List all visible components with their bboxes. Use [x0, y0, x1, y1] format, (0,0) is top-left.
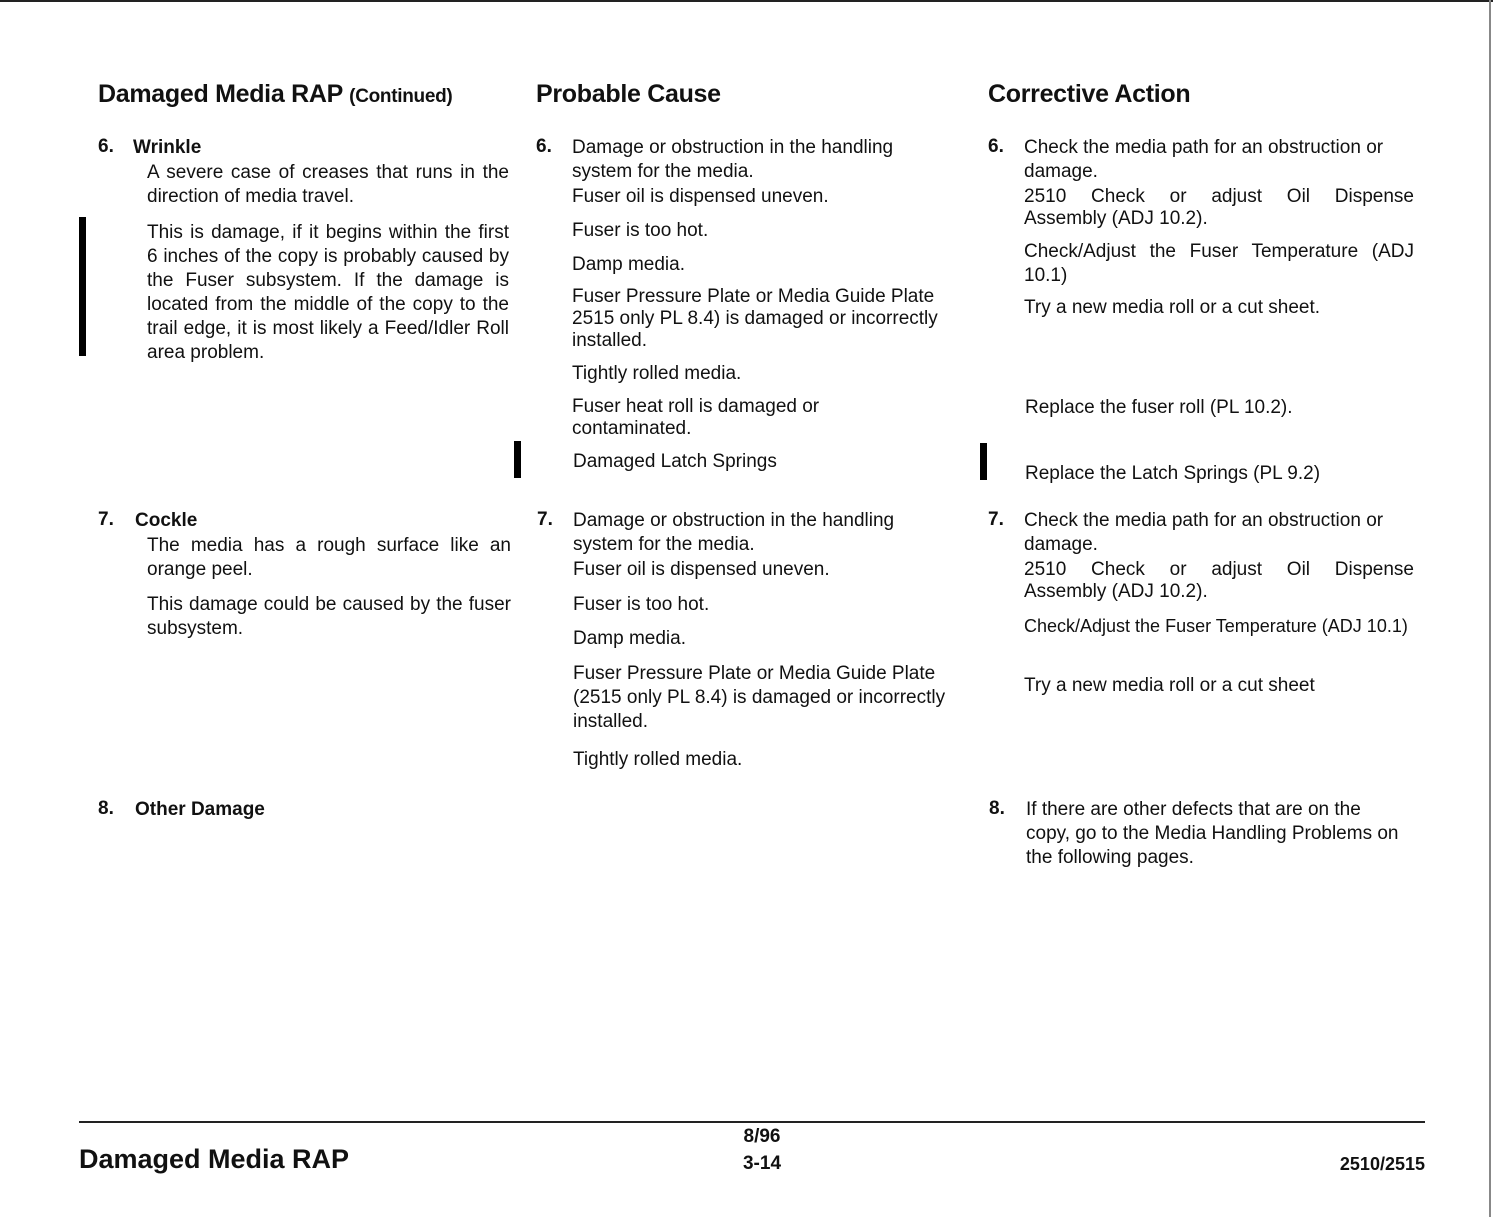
col3-header: Corrective Action [988, 80, 1191, 108]
row7-symptom-number: 7. [98, 509, 114, 530]
row6-symptom-note: This is damage, if it begins within the first 6 inches of the copy is probably caused by the Fuser subsystem. If the damage is located from the middle of the copy to the trail edge, it is most likely a Feed/Idler Roll area problem. [147, 222, 509, 363]
row7-action-1: Check the media path for an obstruction or damage. [1024, 510, 1384, 555]
row7-action-4: Check/Adjust the Fuser Temperature (ADJ 10.1) [1024, 616, 1408, 636]
footer-date: 8/96 [743, 1126, 781, 1147]
row6-cause-5: Fuser Pressure Plate or Media Guide Plate 2515 only PL 8.4) is damaged or incorrectly installed. [572, 286, 938, 351]
row8-action-1: If there are other defects that are on the copy, go to the Media Handling Problems on the following pages. [1026, 799, 1399, 868]
row6-cause-number: 6. [536, 136, 552, 157]
row6-action-3: Assembly (ADJ 10.2). [1024, 208, 1208, 229]
row8-action-number: 8. [989, 798, 1005, 819]
footer-page-number: 3-14 [742, 1153, 782, 1174]
row6-action-7: Replace the Latch Springs (PL 9.2) [1025, 463, 1321, 484]
row6-action-2: 2510 Check or adjust Oil Dispense [1024, 186, 1414, 207]
row8-symptom-title: Other Damage [135, 799, 265, 820]
row7-action-3: Assembly (ADJ 10.2). [1024, 581, 1208, 602]
row6-cause-6: Tightly rolled media. [572, 363, 742, 384]
change-bar [79, 217, 86, 356]
right-border [1489, 0, 1491, 1217]
row6-action-number: 6. [988, 136, 1004, 157]
col1-header [98, 80, 452, 109]
top-border [0, 0, 1493, 2]
row7-cause-5: Fuser Pressure Plate or Media Guide Plate (2515 only PL 8.4) is damaged or incorrectly installed. [573, 663, 946, 732]
row7-action-number: 7. [988, 509, 1004, 530]
row6-cause-7: Fuser heat roll is damaged or contaminated. [572, 396, 820, 439]
row6-cause-3: Fuser is too hot. [572, 220, 709, 241]
row7-cause-2: Fuser oil is dispensed uneven. [573, 559, 830, 580]
col2-header: Probable Cause [536, 80, 721, 108]
row7-cause-number: 7. [537, 509, 553, 530]
row8-symptom-number: 8. [98, 798, 114, 819]
row6-cause-2: Fuser oil is dispensed uneven. [572, 186, 829, 207]
row6-symptom-number: 6. [98, 136, 114, 157]
footer-model: 2510/2515 [1339, 1154, 1425, 1174]
row6-cause-1: Damage or obstruction in the handling system for the media. [572, 137, 894, 182]
change-bar [514, 441, 521, 478]
row7-cause-6: Tightly rolled media. [573, 749, 743, 770]
row6-action-4: Check/Adjust the Fuser Temperature (ADJ 10.1) [1024, 241, 1414, 286]
row6-cause-8: Damaged Latch Springs [573, 451, 777, 472]
col1-header-suffix: (Continued) [349, 86, 453, 107]
row7-symptom-note: This damage could be caused by the fuser subsystem. [147, 594, 511, 639]
row6-cause-4: Damp media. [572, 254, 685, 275]
row6-symptom-title: Wrinkle [133, 137, 202, 158]
row7-action-2: 2510 Check or adjust Oil Dispense [1024, 559, 1414, 580]
footer-rule [79, 1121, 1425, 1123]
row7-cause-1: Damage or obstruction in the handling system for the media. [573, 510, 895, 555]
row7-symptom-title: Cockle [135, 510, 198, 531]
row6-symptom-desc: A severe case of creases that runs in the direction of media travel. [147, 162, 509, 207]
row7-cause-4: Damp media. [573, 628, 686, 649]
row6-action-1: Check the media path for an obstruction or damage. [1024, 137, 1384, 182]
change-bar [980, 443, 987, 480]
row7-symptom-desc: The media has a rough surface like an orange peel. [147, 535, 511, 580]
row7-action-5: Try a new media roll or a cut sheet [1024, 675, 1315, 696]
row6-action-6: Replace the fuser roll (PL 10.2). [1025, 397, 1293, 418]
row6-action-5: Try a new media roll or a cut sheet. [1024, 297, 1321, 318]
col1-header-title: Damaged Media RAP [98, 80, 343, 108]
footer-title: Damaged Media RAP [79, 1144, 350, 1174]
row7-cause-3: Fuser is too hot. [573, 594, 710, 615]
